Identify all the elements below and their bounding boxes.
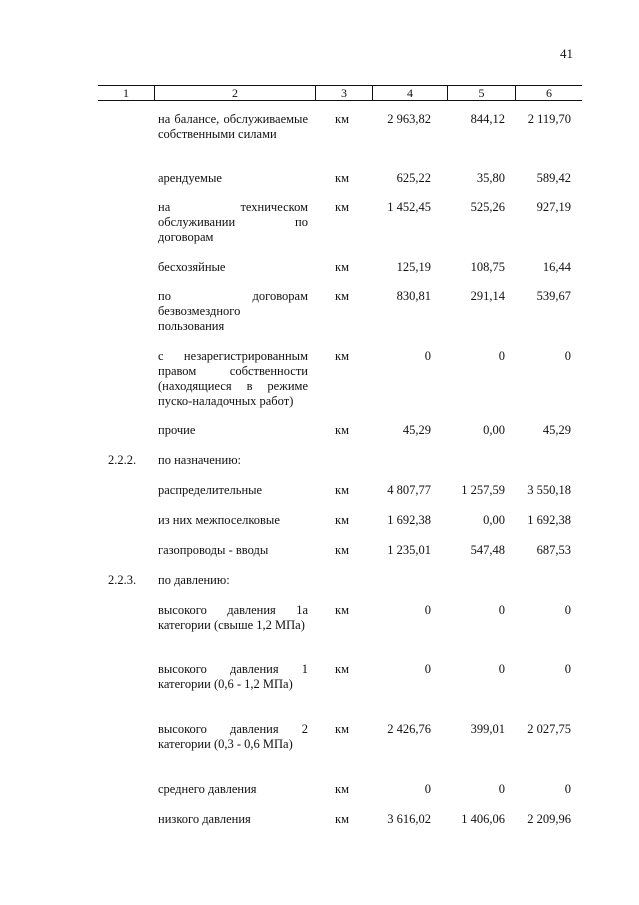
row-value-col5: 525,26 — [470, 200, 505, 214]
row-value-col5: 844,12 — [470, 112, 505, 126]
header-col-5: 5 — [448, 86, 516, 100]
row-value-col5: 399,01 — [470, 722, 505, 736]
row-unit: км — [335, 662, 349, 676]
row-name: газопроводы - вводы — [158, 543, 269, 557]
row-value-col6: 2 209,96 — [527, 812, 571, 826]
row-name: по договорам безвозмездного пользования — [158, 289, 308, 333]
section-title: по назначению: — [158, 453, 242, 467]
row-value-col6: 0 — [564, 662, 571, 676]
row-value-col4: 1 692,38 — [387, 513, 431, 527]
row-name: на балансе, обслуживаемые собственными силами — [158, 112, 308, 141]
row-value-col5: 0 — [498, 603, 505, 617]
row-value-col6: 539,67 — [536, 289, 571, 303]
row-value-col5: 291,14 — [470, 289, 505, 303]
section-number: 2.2.2. — [108, 453, 137, 467]
row-value-col4: 0 — [424, 662, 431, 676]
row-value-col5: 0 — [498, 782, 505, 796]
row-value-col4: 625,22 — [396, 171, 431, 185]
row-name: распределительные — [158, 483, 263, 497]
section-number: 2.2.3. — [108, 573, 137, 587]
row-unit: км — [335, 603, 349, 617]
row-name: с незарегистрированным правом собственности (находящиеся в режиме пуско-наладочных работ) — [158, 349, 308, 408]
row-value-col6: 45,29 — [542, 423, 571, 437]
row-value-col4: 1 235,01 — [387, 543, 431, 557]
row-value-col4: 45,29 — [402, 423, 431, 437]
row-unit: км — [335, 722, 349, 736]
row-unit: км — [335, 289, 349, 303]
row-value-col5: 0 — [498, 349, 505, 363]
header-col-4: 4 — [373, 86, 448, 100]
header-col-6: 6 — [546, 86, 552, 100]
row-name: бесхозяйные — [158, 260, 226, 274]
section-title: по давлению: — [158, 573, 230, 587]
row-unit: км — [335, 782, 349, 796]
row-value-col4: 4 807,77 — [387, 483, 431, 497]
row-unit: км — [335, 112, 349, 126]
row-value-col4: 0 — [424, 349, 431, 363]
row-name: арендуемые — [158, 171, 222, 185]
row-value-col5: 547,48 — [470, 543, 505, 557]
row-value-col4: 0 — [424, 603, 431, 617]
row-value-col6: 0 — [564, 782, 571, 796]
row-unit: км — [335, 513, 349, 527]
row-name: прочие — [158, 423, 196, 437]
row-value-col6: 3 550,18 — [527, 483, 571, 497]
row-value-col5: 1 406,06 — [461, 812, 505, 826]
row-unit: км — [335, 171, 349, 185]
table-header — [98, 85, 582, 101]
row-name: на техническом обслуживании по договорам — [158, 200, 308, 244]
row-unit: км — [335, 260, 349, 274]
row-value-col6: 687,53 — [536, 543, 571, 557]
page-number: 41 — [560, 46, 573, 61]
row-value-col5: 35,80 — [476, 171, 505, 185]
row-name: высокого давления 1 категории (0,6 - 1,2 МПа) — [158, 662, 308, 691]
row-value-col6: 0 — [564, 349, 571, 363]
row-name: из них межпоселковые — [158, 513, 280, 527]
row-value-col6: 589,42 — [536, 171, 571, 185]
row-value-col4: 3 616,02 — [387, 812, 431, 826]
row-value-col6: 2 027,75 — [527, 722, 571, 736]
header-col-1: 1 — [98, 86, 155, 100]
row-value-col5: 0,00 — [483, 423, 505, 437]
row-value-col6: 927,19 — [536, 200, 571, 214]
row-value-col6: 0 — [564, 603, 571, 617]
row-value-col6: 1 692,38 — [527, 513, 571, 527]
row-value-col5: 0,00 — [483, 513, 505, 527]
row-value-col4: 2 963,82 — [387, 112, 431, 126]
row-value-col4: 2 426,76 — [387, 722, 431, 736]
header-col-2: 2 — [155, 86, 316, 100]
row-unit: км — [335, 812, 349, 826]
header-col-3: 3 — [316, 86, 373, 100]
row-name: среднего давления — [158, 782, 257, 796]
row-value-col5: 0 — [498, 662, 505, 676]
row-value-col5: 1 257,59 — [461, 483, 505, 497]
row-value-col4: 830,81 — [396, 289, 431, 303]
row-value-col5: 108,75 — [470, 260, 505, 274]
row-value-col4: 0 — [424, 782, 431, 796]
row-unit: км — [335, 200, 349, 214]
row-value-col4: 1 452,45 — [387, 200, 431, 214]
row-unit: км — [335, 423, 349, 437]
row-unit: км — [335, 349, 349, 363]
row-name: высокого давления 1а категории (свыше 1,2 МПа) — [158, 603, 308, 632]
row-unit: км — [335, 543, 349, 557]
row-name: высокого давления 2 категории (0,3 - 0,6 МПа) — [158, 722, 308, 751]
row-value-col6: 2 119,70 — [527, 112, 571, 126]
row-value-col6: 16,44 — [542, 260, 571, 274]
row-unit: км — [335, 483, 349, 497]
row-name: низкого давления — [158, 812, 251, 826]
row-value-col4: 125,19 — [396, 260, 431, 274]
